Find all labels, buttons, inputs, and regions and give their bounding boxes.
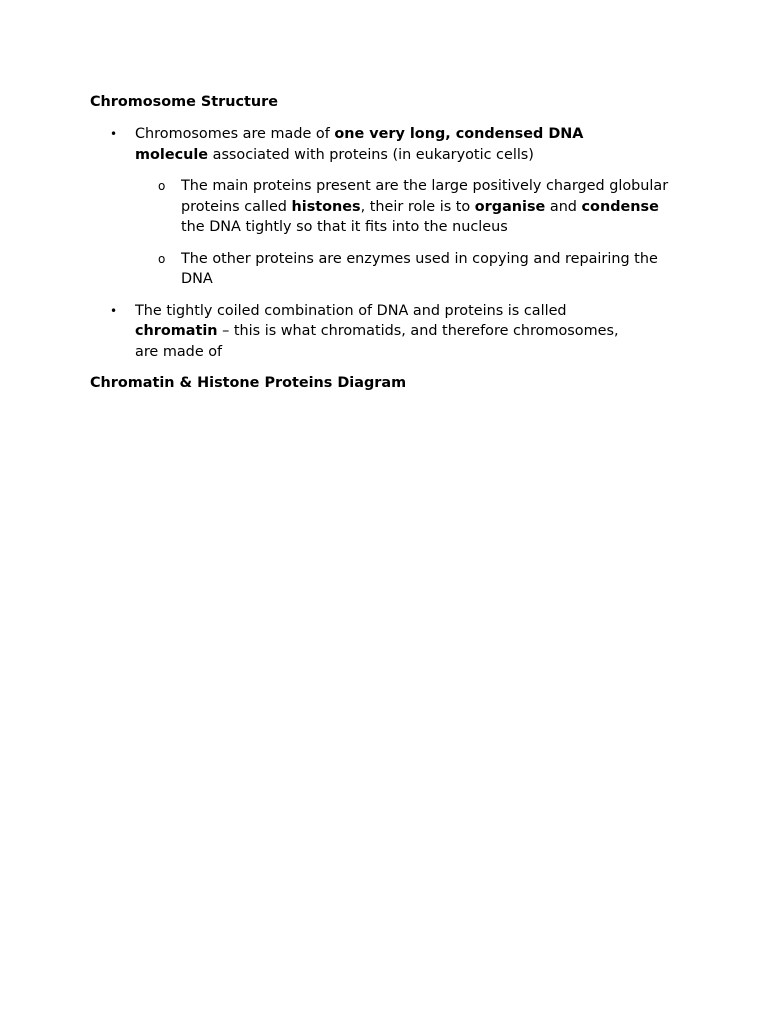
list-item-text: The main proteins present are the large positively charged globular proteins called histones, their role is to organise and condense the DNA tightly so that it fits into the nucleus xyxy=(181,178,669,235)
bullet-marker: • xyxy=(110,127,118,141)
list-item-text: The other proteins are enzymes used in copying and repairing the DNA xyxy=(181,250,658,287)
list-item-histones xyxy=(90,176,681,238)
list-item-chromosome-composition xyxy=(90,124,625,165)
bullet-marker: • xyxy=(110,303,118,318)
section-heading-chromatin-diagram: Chromatin & Histone Proteins Diagram xyxy=(90,375,407,391)
list-item-text: Chromosomes are made of one very long, condensed DNA molecule associated with proteins (in eukaryotic cells) xyxy=(135,126,584,163)
document-content xyxy=(90,92,690,393)
list-item-chromatin xyxy=(90,301,625,363)
section-heading-chromosome-structure: Chromosome Structure xyxy=(90,94,278,110)
sub-bullet-marker: o xyxy=(158,179,166,193)
list-item-text: The tightly coiled combination of DNA and proteins is called chromatin – this is what chromatids, and therefore chromosomes, are made of xyxy=(135,302,619,360)
list-item-enzymes xyxy=(90,249,681,290)
bullet-list xyxy=(90,124,690,362)
sub-bullet-marker: o xyxy=(158,251,166,266)
